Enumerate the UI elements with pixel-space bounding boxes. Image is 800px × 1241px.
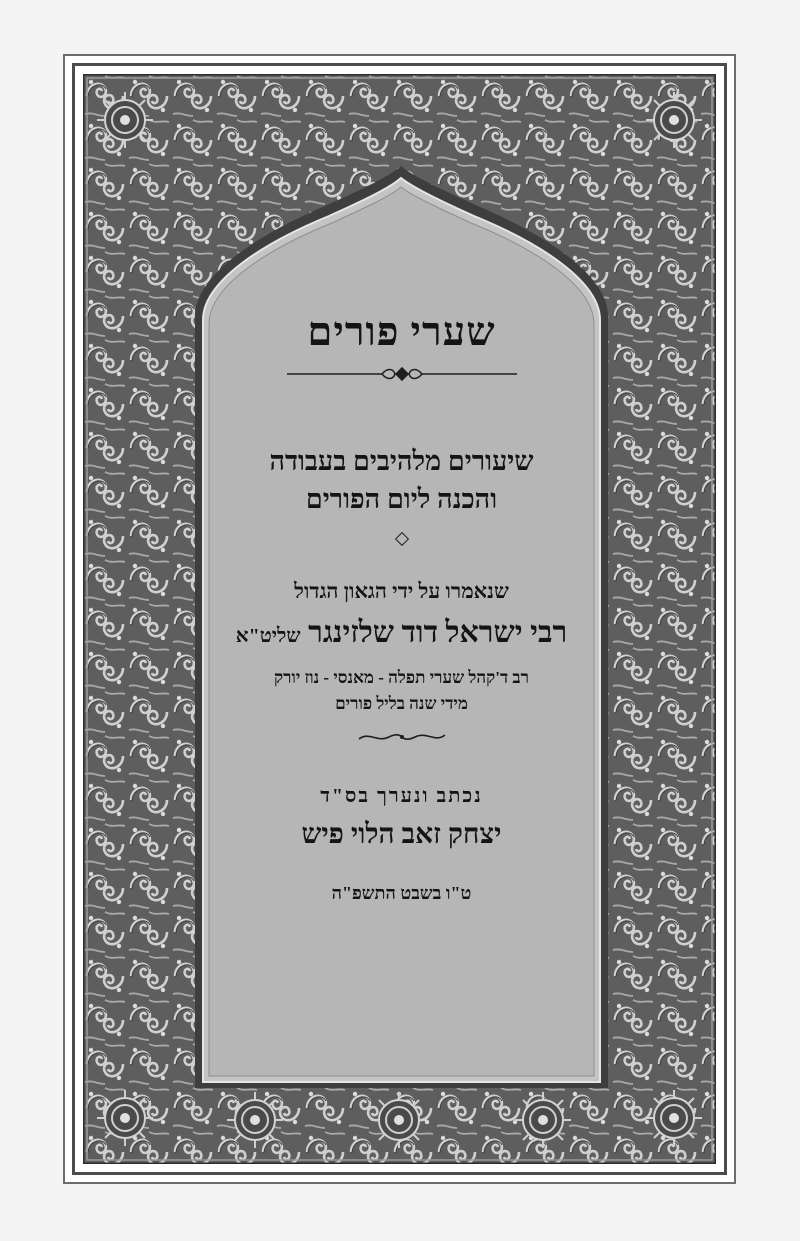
said-by-line: שנאמרו על ידי הגאון הגדול [294, 579, 509, 603]
swash-icon [357, 729, 447, 745]
scroll-divider-icon [287, 364, 517, 384]
rabbi-honorific: שליט"א [235, 625, 301, 647]
subtitle-line-2: והכנה ליום הפורים [305, 484, 498, 514]
subtitle-line-1: שיעורים מלהיבים בעבודה [269, 446, 534, 476]
cover-text [195, 306, 608, 907]
book-title: שערי פורים [307, 309, 496, 354]
rabbi-name: רבי ישראל דוד שלזינגר [308, 616, 568, 649]
rav-line: רב ד'קהל שערי תפלה - מאנסי - נוז יורק [274, 668, 529, 687]
diamond-icon [394, 532, 408, 546]
book-cover [63, 54, 736, 1184]
years-line: מידי שנה בליל פורים [335, 694, 468, 713]
rabbi-name-line [195, 612, 608, 657]
written-by-line: נכתב ונערך בס"ד [320, 785, 483, 807]
date-line: ט"ו בשבט התשפ"ה [331, 883, 472, 903]
author-name: יצחק זאב הלוי פיש [301, 819, 502, 850]
